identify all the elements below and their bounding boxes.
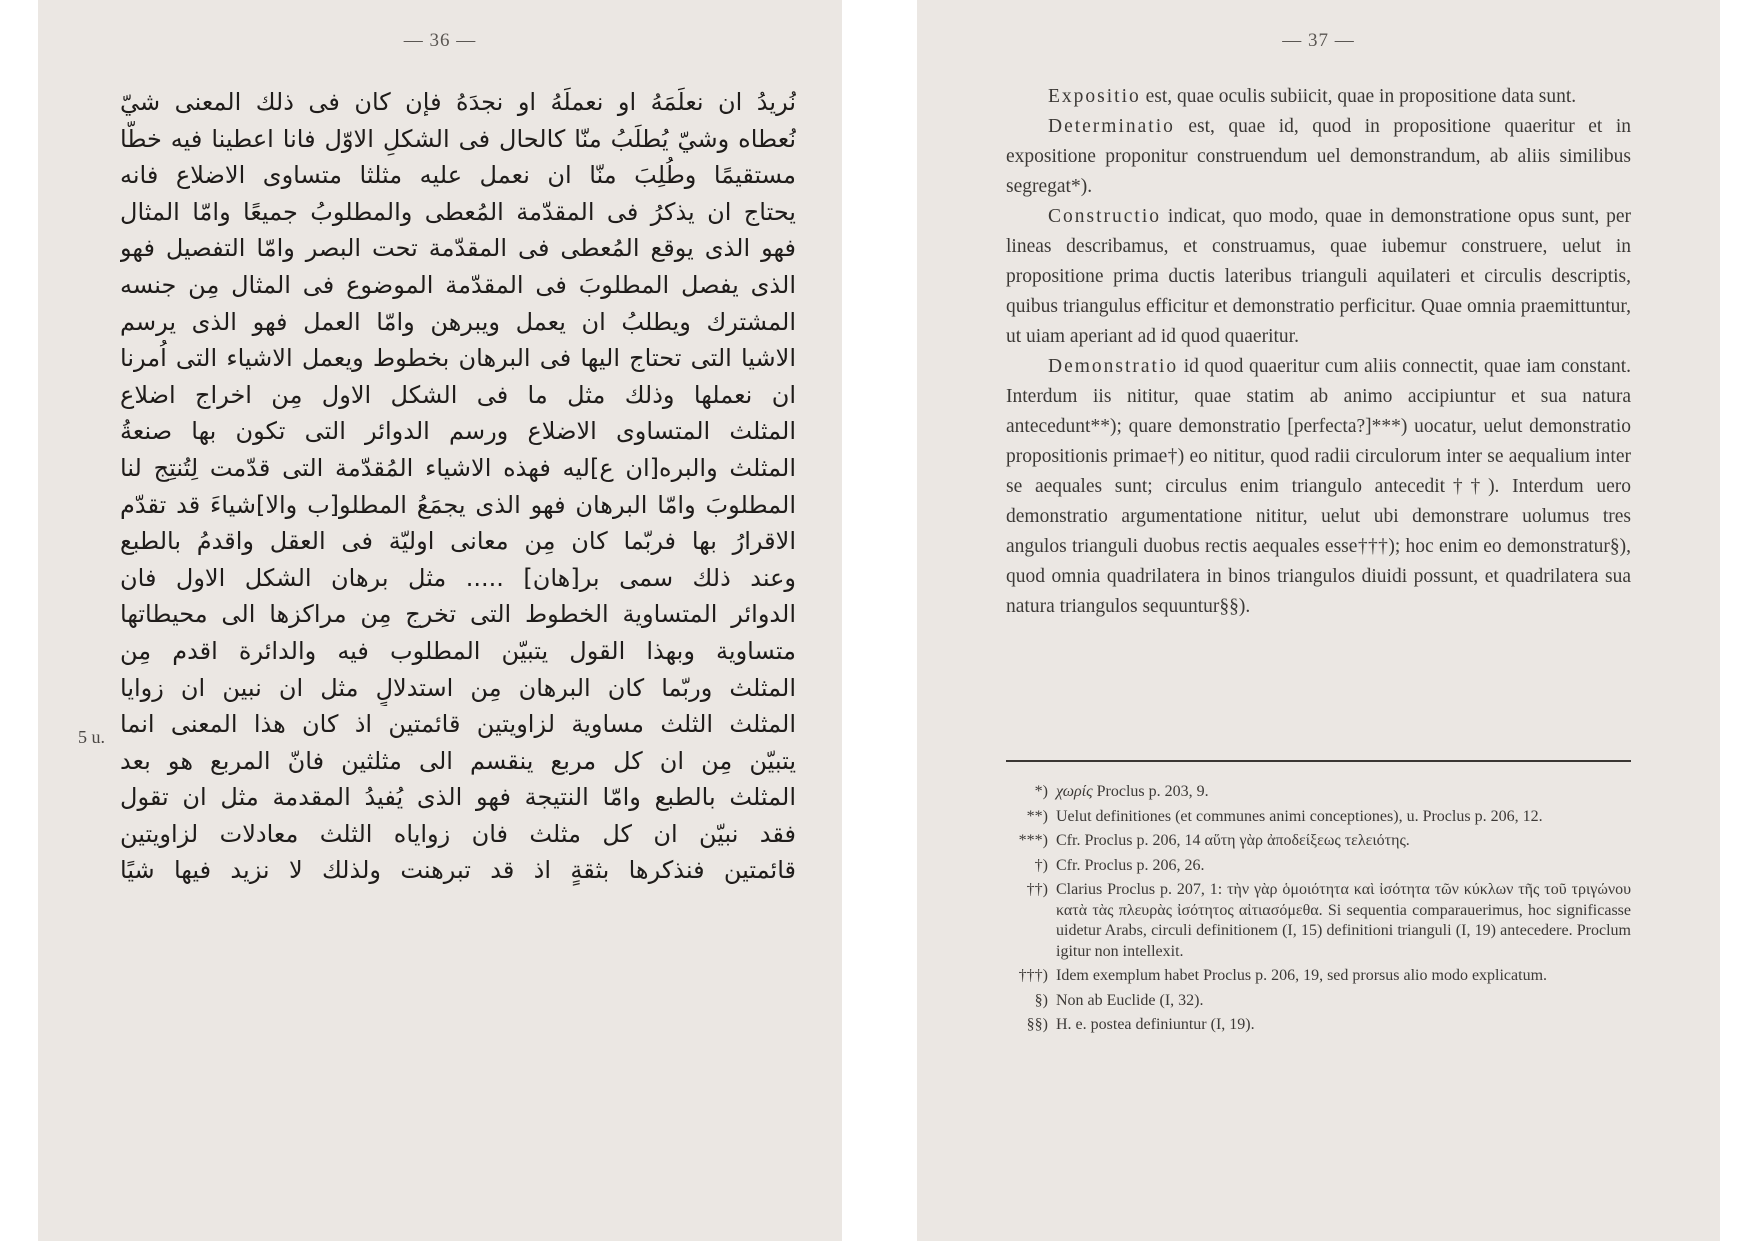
footnote	[1006, 966, 1631, 987]
footnote-mark: †)	[1034, 856, 1048, 874]
paragraph-lead-term: Expositio	[1048, 86, 1141, 107]
footnote-divider	[1006, 760, 1631, 762]
footnote	[1006, 1015, 1631, 1036]
arabic-line: المثلث المتساوى الاضلاع ورسم الدوائر التى تكون بها صنعةُ	[120, 417, 796, 446]
footnote-mark: **)	[1026, 807, 1048, 825]
paragraph-lead-term: Determinatio	[1048, 116, 1175, 137]
footnote-text	[1056, 807, 1631, 828]
paragraph-text: est, quae oculis subiicit, quae in propositione data sunt.	[1140, 86, 1577, 107]
arabic-line: المثلث بالطبع وامّا النتيجة فهو الذى يُفيدُ المقدمة مثل ان تقول	[120, 783, 796, 812]
arabic-line: المثلث والبره[ان ع]ليه فهذه الاشياء المُقدّمة التى قدّمت لِتُنتِج لنا	[120, 453, 796, 482]
arabic-line: مستقيمًا وطُلِبَ منّا ان نعمل عليه مثلثا متساوى الاضلاع فانه	[120, 161, 796, 190]
arabic-line: نُعطاه وشيّ يُطلَبُ منّا كالحال فى الشكلِ الاوّل فانا اعطينا فيه خطًّا	[120, 124, 796, 153]
margin-note: 5 u.	[78, 727, 105, 747]
footnote-text	[1056, 831, 1631, 852]
arabic-line: الاشيا التى تحتاج اليها فى البرهان بخطوط ويعمل الاشياء التى اُمرنا	[120, 344, 796, 373]
arabic-line: يتبيّن مِن ان كل مربع ينقسم الى مثلثين فانّ المربع هو بعد	[120, 746, 796, 775]
footnote-body: Uelut definitiones (et communes animi conceptiones), u. Proclus p. 206, 12.	[1056, 807, 1543, 825]
footnote	[1006, 782, 1631, 803]
latin-paragraph	[1006, 82, 1631, 112]
arabic-line: قائمتين فنذكرها بثقةٍ اذ قد تبرهنت ولذلك لا نزيد فيها شيًا	[120, 856, 796, 885]
footnote	[1006, 807, 1631, 828]
right-page	[917, 0, 1720, 1241]
arabic-line: نُريدُ ان نعلَمَهُ او نعملَهُ او نجدَهُ فإن كان فى ذلك المعنى شيّ	[120, 88, 796, 116]
footnote	[1006, 831, 1631, 852]
arabic-line: وعند ذلك سمى بر[هان] ..... مثل برهان الشكل الاول فان	[120, 563, 796, 592]
footnote	[1006, 991, 1631, 1012]
arabic-line: المثلث الثلث مساوية لزاويتين قائمتين اذ كان هذا المعنى انما	[120, 710, 796, 739]
paragraph-lead-term: Constructio	[1048, 206, 1161, 227]
footnote-mark: *)	[1034, 783, 1048, 800]
arabic-line: فهو الذى يوقع المُعطى فى المقدّمة تحت البصر وامّا التفصيل فهو	[120, 234, 796, 263]
footnote-body: Cfr. Proclus p. 206, 26.	[1056, 856, 1205, 874]
footnote-body: H. e. postea definiuntur (I, 19).	[1056, 1016, 1255, 1033]
footnotes	[1006, 782, 1631, 1040]
arabic-line: المطلوبَ وامّا البرهان فهو الذى يجمَعُ المطلو[ب والا]شياءَ قد تقدّم	[120, 490, 796, 519]
arabic-line: فقد نبيّن ان كل مثلث فان زواياه الثلث معادلات لزاويتين	[120, 819, 796, 848]
footnote-mark: §)	[1034, 991, 1048, 1009]
page-number: — 37 —	[1282, 30, 1355, 51]
greek-term: χωρίς	[1056, 783, 1093, 800]
left-page	[38, 0, 842, 1241]
arabic-line: الدوائر المتساوية الخطوط التى تخرج مِن مراكزها الى محيطاتها	[120, 600, 796, 629]
arabic-line: يحتاج ان يذكرُ فى المقدّمة المُعطى والمطلوبُ جميعًا وامّا المثال	[120, 197, 796, 226]
footnote-mark: ††)	[1026, 881, 1048, 898]
footnote	[1006, 880, 1631, 962]
footnote	[1006, 856, 1631, 877]
footnote-text	[1056, 880, 1631, 962]
latin-paragraph	[1006, 352, 1631, 622]
footnote-text	[1056, 856, 1631, 877]
footnote-body: Clarius Proclus p. 207, 1: τὴν γὰρ ὁμοιότητα καὶ ἰσότητα τῶν κύκλων τῆς τοῦ τριγώνου κατὰ τὰς πλευρὰς ἰσότητος αἰτιασόμεθα. Si sequentia comparauerimus, hoc significasse uidetur Arabs, circuli definitionem (I, 15) definitioni trianguli (I, 19) antecedere. Proclum igitur non intellexit.	[1056, 881, 1631, 960]
paragraph-text: id quod quaeritur cum aliis connectit, quae iam constant. Interdum iis nititur, quae statim ab animo accipiuntur et sua natura antecedunt**); quare demonstratio [perfecta?]***) uocatur, uelut demonstratio propositionis primae†) eo nititur, quod radii circulorum inter se aequalium inter se aequales sunt; circulus enim triangulo antecedit††). Interdum uero demonstratio argumentatione nititur, uelut ubi demonstrare uolumus tres angulos trianguli duobus rectis aequales esse†††); hoc enim eo demonstratur§), quod omnia quadrilatera in binos triangulos diuidi possunt, et quadrilatera sua natura triangulos sequuntur§§).	[1006, 356, 1631, 617]
arabic-line: الاقرارُ بها فربّما كان مِن معانى اوليّة فى العقل واقدمُ بالطبع	[120, 527, 796, 556]
arabic-line: ان نعملها وذلك مثل ما فى الشكل الاول مِن اخراج اضلاع	[120, 380, 796, 409]
latin-paragraph	[1006, 202, 1631, 352]
footnote-text	[1056, 991, 1631, 1012]
footnote-body: Cfr. Proclus p. 206, 14 αὕτη γὰρ ἀποδείξεως τελειότης.	[1056, 832, 1410, 849]
footnote-text	[1056, 966, 1631, 987]
footnote-mark: ***)	[1018, 832, 1048, 849]
paragraph-lead-term: Demonstratio	[1048, 356, 1179, 377]
arabic-line: المشترك ويطلبُ ان يعمل ويبرهن وامّا العمل فهو الذى يرسم	[120, 307, 796, 336]
footnote-text	[1056, 782, 1631, 803]
footnote-body: Proclus p. 203, 9.	[1092, 783, 1209, 800]
page-number: — 36 —	[403, 30, 477, 51]
arabic-line: متساوية وبهذا القول يتبيّن المطلوب فيه والدائرة اقدم مِن	[120, 636, 796, 665]
arabic-line: المثلث وربّما كان البرهان مِن استدلالٍ مثل ان نبين ان زوايا	[120, 673, 796, 702]
latin-paragraph	[1006, 112, 1631, 202]
footnote-mark: §§)	[1026, 1016, 1048, 1033]
footnote-body: Non ab Euclide (I, 32).	[1056, 991, 1204, 1009]
footnote-text	[1056, 1015, 1631, 1036]
arabic-line: الذى يفصل المطلوبَ فى المقدّمة الموضوع فى المثال مِن جنسه	[120, 270, 796, 299]
paragraph-text: est, quae id, quod in propositione quaeritur et in expositione proponitur construendum uel demonstrandum, ab aliis similibus segregat*).	[1006, 116, 1631, 197]
footnote-mark: †††)	[1018, 967, 1048, 984]
paragraph-text: indicat, quo modo, quae in demonstratione opus sunt, per lineas describamus, et construamus, quae iubemur construere, uelut in propositione prima ductis lateribus trianguli aquilateri et circulis descriptis, quibus triangulus efficitur et demonstratio perficitur. Quae omnia praemittuntur, ut uiam aperiant ad id quod quaeritur.	[1006, 206, 1631, 347]
arabic-text-block	[120, 84, 796, 889]
latin-text-block	[1006, 82, 1631, 622]
footnote-body: Idem exemplum habet Proclus p. 206, 19, sed prorsus alio modo explicatum.	[1056, 967, 1548, 984]
